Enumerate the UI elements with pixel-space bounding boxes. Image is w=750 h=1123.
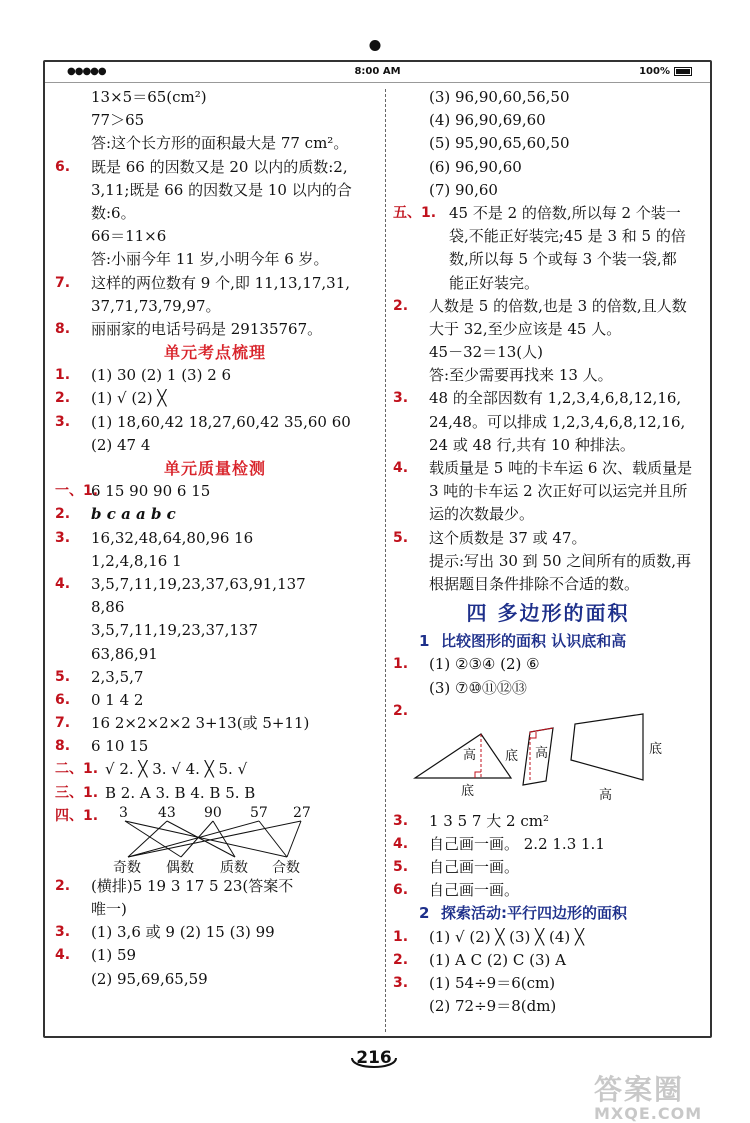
answer-line: 8,86 (91, 598, 125, 617)
answer-line: 13×5＝65(cm²) (91, 88, 207, 106)
question-number: 四、1. (55, 807, 99, 824)
answer-line: (2) 95,69,65,59 (91, 969, 208, 988)
answer-line: (6) 96,90,60 (429, 157, 522, 176)
section-heading: 单元考点梳理 (163, 343, 266, 363)
answer-line: √ 2. ╳ 3. √ 4. ╳ 5. √ (105, 760, 248, 779)
answer-line: 3 吨的卡车运 2 次正好可以运完并且所 (429, 482, 688, 501)
right-column (393, 86, 703, 1018)
battery-percent: 100% (639, 66, 670, 77)
answer-line: (1) √ (2) ╳ (91, 389, 167, 408)
question-number: 三、1. (55, 784, 99, 801)
question-number: 2. (393, 297, 409, 314)
answer-line: (1) ②③④ (2) ⑥ (429, 655, 540, 674)
question-number: 3. (55, 529, 71, 546)
answer-line: 根据题目条件排除不合适的数。 (429, 574, 640, 593)
answer-line: (5) 95,90,65,60,50 (429, 134, 570, 153)
question-number: 2. (393, 951, 409, 968)
answer-line: 袋,不能正好装完;45 是 3 和 5 的倍 (449, 227, 686, 246)
answer-line: 载质量是 5 吨的卡车运 6 次、载质量是 (429, 459, 693, 477)
answer-line: b c a a b c (91, 505, 176, 524)
shape-label: 高 (599, 787, 613, 803)
answer-line: 大于 32,至少应该是 45 人。 (429, 319, 622, 338)
answer-line: 3,5,7,11,19,23,37,137 (91, 621, 258, 640)
answer-line: 3,11;既是 66 的因数又是 10 以内的合 (91, 180, 352, 199)
question-number: 4. (393, 460, 409, 476)
shape-label: 底 (505, 748, 519, 764)
answer-line: 能正好装完。 (449, 273, 540, 292)
subsection-title: 比较图形的面积 认识底和高 (441, 632, 627, 651)
match-number: 27 (293, 804, 311, 821)
answer-line: (1) 54÷9＝6(cm) (429, 974, 556, 992)
answer-line: 77＞65 (91, 111, 145, 130)
answer-line: 既是 66 的因数又是 20 以内的质数:2, (91, 157, 348, 176)
answer-line: 1 3 5 7 大 2 cm² (429, 811, 549, 830)
subsection-number: 1 (419, 632, 430, 651)
signal-indicator: ●●●●● (67, 66, 106, 77)
answer-line: 数:6。 (91, 203, 136, 222)
answer-line: (2) 72÷9＝8(dm) (429, 997, 557, 1016)
answer-line: (1) √ (2) ╳ (3) ╳ (4) ╳ (429, 927, 585, 946)
answer-line: (7) 90,60 (429, 180, 498, 199)
watermark-url: MXQE.COM (594, 1104, 703, 1123)
answer-line: (1) A C (2) C (3) A (429, 950, 566, 969)
answer-line: (1) 3,6 或 9 (2) 15 (3) 99 (91, 923, 275, 942)
answer-line: 63,86,91 (91, 644, 158, 663)
match-number: 3 (119, 804, 128, 821)
answer-line: 6 10 15 (91, 737, 149, 756)
question-number: 2. (55, 506, 71, 523)
question-number: 6. (55, 691, 71, 708)
question-number: 5. (393, 529, 409, 546)
answer-line: (2) 47 4 (91, 435, 151, 454)
shape-label: 底 (461, 783, 475, 799)
answer-line: 运的次数最少。 (429, 505, 535, 524)
question-number: 7. (55, 715, 71, 732)
answer-line: 数,所以每 5 个或每 3 个装一袋,都 (449, 250, 677, 269)
page-number-text: 216 (356, 1048, 392, 1068)
answer-line: 答:至少需要再找来 13 人。 (429, 366, 613, 385)
answer-line: 自己画一画。 (429, 858, 520, 877)
match-number: 57 (250, 804, 268, 821)
answer-line: 0 1 4 2 (91, 690, 144, 709)
question-number: 五、1. (393, 204, 437, 221)
answer-line: (3) 96,90,60,56,50 (429, 88, 570, 106)
answer-line: 这样的两位数有 9 个,即 11,13,17,31, (91, 273, 351, 292)
answer-line: 2,3,5,7 (91, 667, 144, 686)
answer-line: 自己画一画。 (429, 881, 520, 900)
battery-status (639, 66, 692, 77)
answer-line: 24,48。可以排成 1,2,3,4,6,8,12,16, (429, 412, 686, 431)
answer-line: 人数是 5 的倍数,也是 3 的倍数,且人数 (429, 296, 687, 315)
shape-label: 高 (463, 747, 477, 763)
question-number: 5. (55, 668, 71, 685)
answer-line: 48 的全部因数有 1,2,3,4,6,8,12,16, (429, 389, 682, 408)
page-number (348, 1040, 400, 1076)
answer-line: 3,5,7,11,19,23,37,63,91,137 (91, 574, 306, 593)
answer-line: 24 或 48 行,共有 10 种排法。 (429, 435, 635, 454)
match-number: 43 (158, 804, 176, 821)
answer-line: 16 2×2×2×2 3+13(或 5+11) (91, 714, 310, 733)
match-number: 90 (204, 804, 222, 821)
watermark-logo: 答案圈 (594, 1073, 685, 1106)
question-number: 8. (55, 320, 71, 337)
question-number: 2. (393, 702, 409, 719)
answer-line: (3) ⑦⑩⑪⑫⑬ (429, 678, 527, 697)
answer-line: (1) 30 (2) 1 (3) 2 6 (91, 366, 232, 385)
camera-dot (370, 40, 381, 51)
section-heading: 单元质量检测 (163, 459, 266, 478)
answer-line: 16,32,48,64,80,96 16 (91, 528, 254, 547)
question-number: 6. (55, 158, 71, 175)
question-number: 3. (393, 390, 409, 407)
question-number: 3. (55, 413, 71, 430)
column-divider (385, 89, 386, 1032)
answer-line: (1) 59 (91, 946, 137, 965)
question-number: 一、1. (55, 483, 99, 500)
question-number: 6. (393, 882, 409, 899)
watermark (594, 1068, 744, 1123)
answer-line: 37,71,73,79,97。 (91, 296, 221, 315)
question-number: 1. (55, 367, 71, 384)
question-number: 1. (393, 928, 409, 945)
answer-line: 提示:写出 30 到 50 之间所有的质数,再 (429, 551, 692, 570)
subsection-number: 2 (419, 904, 430, 923)
matching-figure (55, 805, 375, 875)
subsection-title: 探索活动:平行四边形的面积 (441, 904, 627, 923)
question-number: 7. (55, 274, 71, 291)
question-number: 1. (393, 656, 409, 673)
question-number: 4. (55, 947, 71, 964)
answer-line: 66＝11×6 (91, 227, 167, 246)
question-number: 二、1. (55, 761, 99, 778)
match-category: 偶数 (166, 859, 194, 876)
shape-figures (393, 700, 703, 810)
answer-line: 自己画一画。 2.2 1.3 1.1 (429, 834, 605, 853)
question-number: 3. (55, 924, 71, 941)
left-column (55, 86, 375, 991)
question-number: 4. (55, 575, 71, 592)
answer-line: 丽丽家的电话号码是 29135767。 (91, 319, 323, 338)
match-category: 质数 (220, 859, 248, 876)
question-number: 3. (393, 812, 409, 829)
question-number: 5. (393, 859, 409, 876)
answer-line: 45 不是 2 的倍数,所以每 2 个装一 (449, 203, 681, 222)
answer-line: 唯一) (91, 900, 127, 918)
question-number: 4. (393, 835, 409, 852)
match-category: 合数 (272, 859, 300, 876)
subsection-heading (393, 902, 703, 925)
answer-line: (4) 96,90,69,60 (429, 111, 546, 130)
answer-line: 答:小丽今年 11 岁,小明今年 6 岁。 (91, 250, 329, 269)
answer-line: B 2. A 3. B 4. B 5. B (105, 783, 256, 802)
answer-line: (1) 18,60,42 18,27,60,42 35,60 60 (91, 412, 351, 431)
status-bar (45, 62, 710, 83)
answer-line: 1,2,4,8,16 1 (91, 551, 182, 570)
subsection-heading (393, 630, 703, 653)
clock: 8:00 AM (354, 66, 401, 77)
device-frame (43, 60, 712, 1038)
battery-icon (674, 67, 692, 76)
question-number: 8. (55, 738, 71, 755)
answer-line: 答:这个长方形的面积最大是 77 cm²。 (91, 134, 349, 153)
answer-line: 6 15 90 90 6 15 (91, 482, 211, 501)
question-number: 2. (55, 877, 71, 894)
answer-line: 这个质数是 37 或 47。 (429, 528, 587, 547)
shape-label: 底 (649, 741, 663, 757)
shape-label: 高 (535, 745, 549, 761)
answer-line: (横排)5 19 3 17 5 23(答案不 (91, 876, 294, 895)
match-category: 奇数 (113, 859, 141, 876)
question-number: 3. (393, 975, 409, 991)
chapter-title: 四 多边形的面积 (466, 601, 630, 626)
answer-line: 45－32＝13(人) (429, 343, 543, 362)
question-number: 2. (55, 390, 71, 407)
